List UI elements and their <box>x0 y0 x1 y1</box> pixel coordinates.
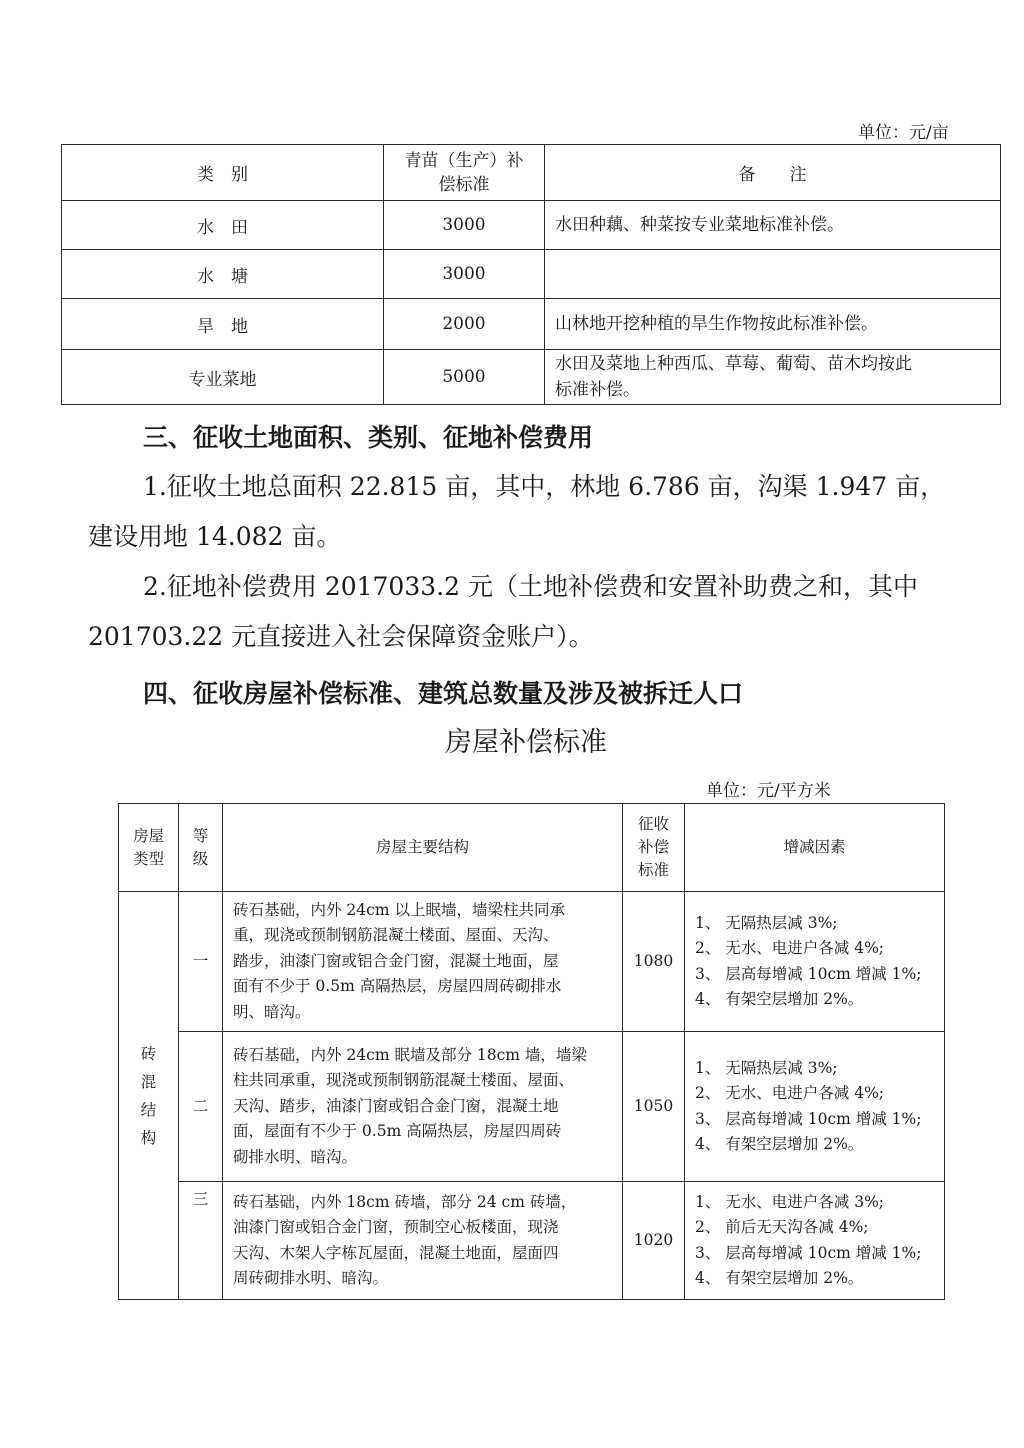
table-row <box>62 299 1001 350</box>
header-standard-line1: 征收 <box>637 815 669 833</box>
row-remark: 水田种藕、种菜按专业菜地标准补偿。 <box>545 201 1001 250</box>
header-standard-line2: 偿标准 <box>438 174 490 195</box>
factor-line: 2、 前后无天沟各减 4%; <box>695 1218 869 1236</box>
header-standard-line3: 标准 <box>637 861 669 879</box>
factors-cell <box>685 1032 945 1182</box>
section4-heading: 四、征收房屋补偿标准、建筑总数量及涉及被拆迁人口 <box>143 679 744 708</box>
header-structure: 房屋主要结构 <box>223 804 623 892</box>
row-standard: 3000 <box>384 250 545 299</box>
structure-line: 面，屋面有不少于 0.5m 高隔热层，房屋四周砖 <box>233 1122 562 1141</box>
row-standard: 5000 <box>384 350 545 405</box>
factor-line: 4、 有架空层增加 2%。 <box>695 990 864 1008</box>
structure-line: 油漆门窗或铝合金门窗，预制空心板楼面，现浇 <box>233 1218 559 1236</box>
table-header-row <box>62 145 1001 201</box>
header-grade-line2: 级 <box>192 849 209 868</box>
structure-line: 周砖砌排水明、暗沟。 <box>233 1269 389 1287</box>
row-remark <box>545 350 1001 405</box>
table-row <box>62 201 1001 250</box>
header-remark: 备 注 <box>545 145 1001 201</box>
table-row <box>62 250 1001 299</box>
house-compensation-table <box>118 803 945 1300</box>
header-factors: 增减因素 <box>685 804 945 892</box>
table-row <box>119 892 945 1032</box>
house-table-unit: 单位：元/平方米 <box>706 781 831 801</box>
structure-cell <box>223 1182 623 1300</box>
header-grade-line1: 等 <box>192 826 209 845</box>
structure-line: 柱共同承重，现浇或预制钢筋混凝土楼面、屋面、 <box>233 1071 575 1090</box>
section3-para1-line1: 1.征收土地总面积 22.815 亩，其中，林地 6.786 亩，沟渠 1.947 亩， <box>143 472 946 501</box>
header-standard <box>623 804 685 892</box>
row-category: 专业菜地 <box>62 350 384 405</box>
crop-table-unit: 单位：元/亩 <box>858 123 949 143</box>
row-remark <box>545 250 1001 299</box>
section3-heading: 三、征收土地面积、类别、征地补偿费用 <box>143 423 594 452</box>
section3-para2-line1: 2.征地补偿费用 2017033.2 元（土地补偿费和安置补助费之和，其中 <box>143 572 918 601</box>
house-table-title: 房屋补偿标准 <box>445 727 607 758</box>
table-row <box>62 350 1001 405</box>
grade-cell: 一 <box>179 892 223 1032</box>
row-standard: 2000 <box>384 299 545 350</box>
header-category: 类 别 <box>62 145 384 201</box>
header-house-type-line1: 房屋 <box>132 826 164 845</box>
header-grade <box>179 804 223 892</box>
standard-cell: 1020 <box>623 1182 685 1300</box>
factor-line: 4、 有架空层增加 2%。 <box>695 1269 864 1287</box>
section3-para1-line2: 建设用地 14.082 亩。 <box>88 522 342 551</box>
row-standard: 3000 <box>384 201 545 250</box>
structure-line: 天沟、木架人字栋瓦屋面，混凝土地面，屋面四 <box>233 1243 559 1262</box>
structure-line: 天沟、踏步，油漆门窗或铝合金门窗，混凝土地 <box>233 1096 559 1115</box>
structure-line: 砖石基础，内外 18cm 砖墙，部分 24 cm 砖墙， <box>233 1192 577 1211</box>
header-standard-line1: 青苗（生产）补 <box>404 150 524 171</box>
house-type-cell <box>119 892 179 1300</box>
factor-line: 4、 有架空层增加 2%。 <box>695 1135 864 1153</box>
factor-line: 1、 无隔热层减 3%; <box>695 1058 838 1077</box>
factor-line: 2、 无水、电进户各减 4%; <box>695 939 885 957</box>
row-category: 水 塘 <box>62 250 384 299</box>
factor-line: 3、 层高每增减 10cm 增减 1%; <box>695 1109 922 1128</box>
header-standard-line2: 补偿 <box>637 838 669 856</box>
grade-cell: 二 <box>179 1032 223 1182</box>
section3-para2-line2: 201703.22 元直接进入社会保障资金账户）。 <box>88 622 594 651</box>
house-type-char: 结 <box>140 1100 157 1119</box>
structure-line: 明、暗沟。 <box>233 1002 311 1021</box>
row-remark-line1: 水田及菜地上种西瓜、草莓、葡萄、苗木均按此 <box>555 354 912 374</box>
factor-line: 3、 层高每增减 10cm 增减 1%; <box>695 964 922 983</box>
factors-cell <box>685 1182 945 1300</box>
header-house-type <box>119 804 179 892</box>
factor-line: 1、 无隔热层减 3%; <box>695 913 838 932</box>
factor-line: 1、 无水、电进户各减 3%; <box>695 1192 885 1211</box>
factor-line: 2、 无水、电进户各减 4%; <box>695 1084 885 1102</box>
row-category: 旱 地 <box>62 299 384 350</box>
table-header-row <box>119 804 945 892</box>
standard-cell: 1080 <box>623 892 685 1032</box>
structure-line: 砖石基础，内外 24cm 眠墙及部分 18cm 墙，墙梁 <box>233 1045 587 1064</box>
row-remark: 山林地开挖种植的旱生作物按此标准补偿。 <box>545 299 1001 350</box>
factors-cell <box>685 892 945 1032</box>
factor-line: 3、 层高每增减 10cm 增减 1%; <box>695 1243 922 1262</box>
house-type-char: 混 <box>140 1072 157 1091</box>
table-row <box>119 1182 945 1300</box>
grade-cell: 三 <box>179 1182 223 1300</box>
structure-line: 砖石基础，内外 24cm 以上眠墙，墙梁柱共同承 <box>233 900 565 919</box>
structure-cell <box>223 1032 623 1182</box>
structure-line: 面有不少于 0.5m 高隔热层，房屋四周砖砌排水 <box>233 977 562 996</box>
standard-cell: 1050 <box>623 1032 685 1182</box>
header-house-type-line2: 类型 <box>132 849 164 868</box>
row-category: 水 田 <box>62 201 384 250</box>
house-type-char: 砖 <box>140 1044 157 1063</box>
structure-cell <box>223 892 623 1032</box>
header-standard <box>384 145 545 201</box>
table-row <box>119 1032 945 1182</box>
row-remark-line2: 标准补偿。 <box>555 380 640 400</box>
structure-line: 踏步，油漆门窗或铝合金门窗，混凝土地面，屋 <box>233 951 559 970</box>
structure-line: 砌排水明、暗沟。 <box>233 1147 358 1166</box>
crop-compensation-table <box>61 144 1001 405</box>
house-type-char: 构 <box>140 1128 157 1147</box>
structure-line: 重，现浇或预制钢筋混凝土楼面、屋面、天沟、 <box>233 926 559 945</box>
